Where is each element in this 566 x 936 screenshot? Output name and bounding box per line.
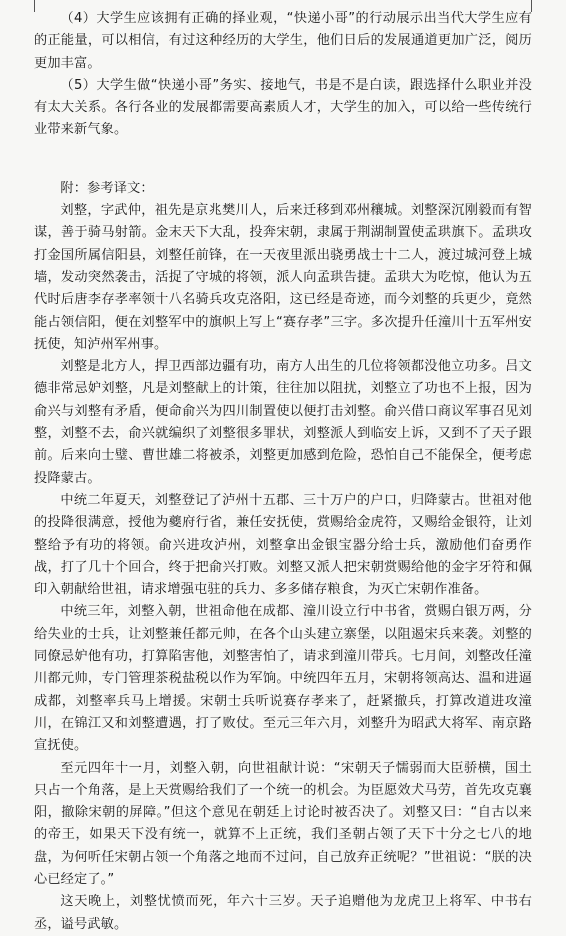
answer-paragraph-5: （5）大学生做“快递小哥”务实、接地气，书是不是白读，跟选择什么职业并没有太大关系。各行各业的发展都需要高素质人才，大学生的加入，可以给一些传统行业带来新气象。 — [34, 77, 532, 138]
translation-paragraph: 中统二年夏天，刘整登记了泸州十五郡、三十万户的户口，归降蒙古。世祖对他的投降很满意，授他为夔府行省，兼任安抚使，赏赐给金虎符，又赐给金银符，让刘整给予有功的将领。俞兴进攻泸州，刘整拿出金银宝器分给士兵，激励他们奋勇作战，打了几十个回合，终于把俞兴打败。刘整又派人把宋朝赏赐给他的金字牙符和佩印入朝献给世祖，请求增强屯驻的兵力、多多储存粮食，为灭亡宋朝作准备。 — [34, 492, 532, 598]
translation-paragraph: 至元四年十一月，刘整入朝，向世祖献计说：“宋朝天子懦弱而大臣骄横，国土只占一个角落，是上天赏赐给我们了一个统一的机会。为臣愿效犬马劳，首先攻克襄阳，撤除宋朝的屏障。”但这个意见在朝廷上讨论时被否决了。刘整又曰：“自古以来的帝王，如果天下没有统一，就算不上正统，我们圣朝占领了天下十分之七八的地盘，为何听任宋朝占领一个角落之地而不过问，自己放弃正统呢？”世祖说：“朕的决心已经定了。” — [34, 760, 532, 887]
translation-paragraph: 这天晚上，刘整忧愤而死，年六十三岁。天子追赠他为龙虎卫上将军、中书右丞，谥号武敏。 — [34, 894, 532, 932]
crop-mark-right — [531, 0, 544, 12]
translation-paragraph: 刘整，字武仲，祖先是京兆樊川人，后来迁移到邓州穰城。刘整深沉刚毅而有智谋，善于骑马射箭。金末天下大乱，投奔宋朝，隶属于荆湖制置使孟珙旗下。孟珙攻打金国所属信阳县，刘整任前锋，在一天夜里派出骁勇战士十二人，渡过城河登上城墙，发动突然袭击，活捉了守城的将领，派人向孟珙告捷。孟珙大为吃惊，他认为五代时后唐李存孝率领十八名骑兵攻克洛阳，这已经是奇迹，而今刘整的兵更少，竟然能占领信阳，便在刘整军中的旗帜上写上“赛存孝”三字。多次提升任潼川十五军州安抚使，知泸州军州事。 — [34, 203, 532, 352]
translation-heading: 附：参考译文： — [60, 180, 154, 196]
translation-paragraph: 中统三年，刘整入朝，世祖命他在成都、潼川设立行中书省，赏赐白银万两，分给失业的士兵，让刘整兼任都元帅，在各个山头建立寨堡，以阻遏宋兵来袭。刘整的同僚忌妒他有功，打算陷害他，刘整害怕了，请求到潼川带兵。七月间，刘整改任潼川都元帅，专门管理茶税盐税以作为军饷。中统四年五月，宋朝将领高达、温和进逼成都，刘整率兵马上增援。宋朝士兵听说赛存孝来了，赶紧撤兵，打算改道进攻潼川，在锦江又和刘整遭遇，打了败仗。至元三年六月，刘整升为昭武大将军、南京路宣抚使。 — [34, 604, 532, 754]
answer-paragraph-4: （4）大学生应该拥有正确的择业观，“快递小哥”的行动展示出当代大学生应有的正能量，可以相信，有过这种经历的大学生，他们日后的发展通道更加广泛，阅历更加丰富。 — [34, 11, 532, 71]
crop-mark-left — [22, 0, 35, 12]
translation-paragraph: 刘整是北方人，捍卫西部边疆有功，南方人出生的几位将领都没他立功多。吕文德非常忌妒刘整，凡是刘整献上的计策，往往加以阻扰，刘整立了功也不上报，因为俞兴与刘整有矛盾，便命俞兴为四川制置使以便打击刘整。俞兴借口商议军事召见刘整，刘整不去，俞兴就编织了刘整很多罪状，刘整派人到临安上诉，又到不了天子跟前。后来向士璧、曹世雄二将被杀，刘整更加感到危险，恐怕自己不能保全，便考虑投降蒙古。 — [34, 359, 532, 486]
